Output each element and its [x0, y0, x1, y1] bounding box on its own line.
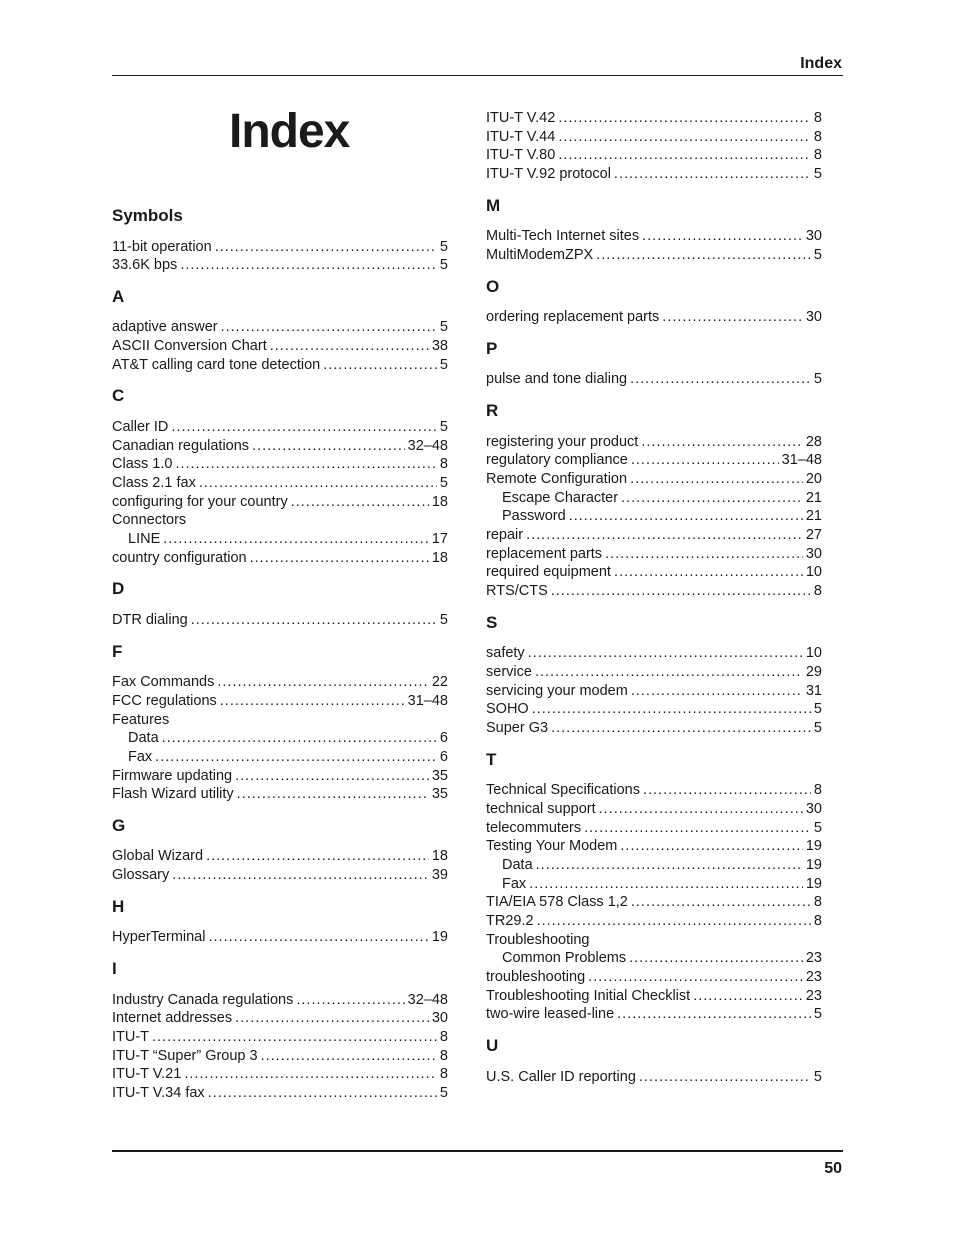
dot-leader [526, 526, 803, 545]
entry-term: 11-bit operation [112, 238, 212, 255]
entry-page-number: 5 [813, 371, 822, 388]
index-subentry [486, 856, 822, 875]
entry-page-number: 18 [431, 493, 448, 510]
entry-term: safety [486, 645, 525, 662]
entry-term: country configuration [112, 549, 247, 566]
entry-term: Flash Wizard utility [112, 786, 234, 803]
dot-leader [617, 1005, 811, 1024]
entry-term: Internet addresses [112, 1010, 233, 1027]
index-entry-list [486, 1068, 822, 1087]
entry-page-number: 5 [813, 1006, 822, 1023]
entry-page-number: 6 [439, 748, 448, 765]
index-entry [486, 451, 822, 470]
entry-term: Class 1.0 [112, 456, 173, 473]
index-entry [112, 1047, 448, 1066]
entry-page-number: 39 [431, 867, 448, 884]
entry-term: ITU-T V.44 [486, 128, 556, 145]
entry-term: two-wire leased-line [486, 1006, 615, 1023]
dot-leader [270, 337, 429, 356]
dot-leader [599, 800, 803, 819]
index-entry [112, 549, 448, 568]
index-entry [112, 711, 448, 730]
index-subentry [112, 729, 448, 748]
section-heading: M [486, 195, 501, 215]
dot-leader [584, 819, 811, 838]
index-entry-list [486, 433, 822, 601]
dot-leader [529, 875, 803, 894]
index-entry [112, 256, 448, 275]
index-entry-list [486, 227, 822, 264]
entry-term: LINE [128, 531, 161, 548]
index-entry [486, 719, 822, 738]
entry-term: U.S. Caller ID reporting [486, 1068, 636, 1085]
entry-page-number: 23 [805, 987, 822, 1004]
entry-term: service [486, 663, 532, 680]
entry-term: TIA/EIA 578 Class 1,2 [486, 894, 628, 911]
dot-leader [536, 856, 803, 875]
entry-term: servicing your modem [486, 682, 628, 699]
dot-leader [206, 847, 429, 866]
entry-page-number: 5 [439, 319, 448, 336]
section-heading: D [112, 579, 125, 599]
entry-page-number: 35 [431, 786, 448, 803]
index-entry [486, 1068, 822, 1087]
entry-page-number: 31 [805, 682, 822, 699]
index-entry [486, 987, 822, 1006]
entry-term: Password [502, 508, 566, 525]
entry-page-number: 30 [805, 309, 822, 326]
entry-term: HyperTerminal [112, 929, 206, 946]
entry-page-number: 5 [439, 611, 448, 628]
index-entry-list [486, 308, 822, 327]
index-entry-list [486, 781, 822, 1024]
dot-leader [621, 489, 803, 508]
entry-term: Data [502, 856, 533, 873]
entry-page-number: 5 [439, 1084, 448, 1101]
index-entry [112, 866, 448, 885]
entry-term: TR29.2 [486, 912, 534, 929]
dot-leader [588, 968, 803, 987]
entry-term: Remote Configuration [486, 470, 628, 487]
index-entry [486, 968, 822, 987]
index-entry [112, 511, 448, 530]
footer-rule [112, 1150, 843, 1152]
entry-term: ITU-T V.34 fax [112, 1084, 205, 1101]
entry-term: ITU-T V.92 protocol [486, 166, 611, 183]
index-entry [486, 109, 822, 128]
entry-term: pulse and tone dialing [486, 371, 628, 388]
index-entry [486, 819, 822, 838]
entry-term: ITU-T [112, 1028, 150, 1045]
index-subentry [486, 507, 822, 526]
entry-page-number: 19 [805, 838, 822, 855]
index-entry [486, 246, 822, 265]
dot-leader [163, 530, 429, 549]
index-entry-list [112, 418, 448, 568]
index-entry [112, 928, 448, 947]
entry-page-number: 21 [805, 489, 822, 506]
index-entry [486, 644, 822, 663]
index-subentry [486, 489, 822, 508]
dot-leader [614, 165, 811, 184]
index-entry [486, 1005, 822, 1024]
section-heading: O [486, 276, 500, 296]
entry-page-number: 31–48 [781, 452, 822, 469]
dot-leader [152, 1028, 437, 1047]
dot-leader [180, 256, 437, 275]
entry-term: ITU-T V.80 [486, 147, 556, 164]
index-entry [112, 418, 448, 437]
index-subentry [112, 530, 448, 549]
index-entry [112, 356, 448, 375]
index-entry [112, 1009, 448, 1028]
entry-page-number: 32–48 [407, 437, 448, 454]
entry-term: Fax [128, 748, 153, 765]
entry-page-number: 30 [805, 800, 822, 817]
entry-page-number: 18 [431, 549, 448, 566]
index-entry [486, 931, 822, 950]
section-heading: U [486, 1036, 499, 1056]
entry-page-number: 5 [813, 819, 822, 836]
dot-leader [693, 987, 803, 1006]
dot-leader [184, 1065, 437, 1084]
entry-page-number: 23 [805, 969, 822, 985]
section-heading: A [112, 286, 125, 306]
index-entry [486, 893, 822, 912]
entry-page-number: 5 [813, 1068, 822, 1085]
section-heading: Symbols [112, 206, 183, 225]
entry-page-number: 35 [431, 767, 448, 784]
entry-page-number: 19 [805, 875, 822, 892]
dot-leader [323, 356, 437, 375]
section-heading: S [486, 612, 498, 632]
entry-term: Caller ID [112, 418, 169, 435]
index-entry [112, 238, 448, 257]
index-entry [486, 582, 822, 601]
entry-page-number: 5 [813, 246, 822, 263]
entry-term: troubleshooting [486, 969, 586, 985]
dot-leader [620, 837, 802, 856]
entry-term: ordering replacement parts [486, 309, 660, 326]
entry-page-number: 8 [813, 110, 822, 126]
index-entry [112, 785, 448, 804]
dot-leader [558, 128, 811, 147]
dot-leader [296, 991, 404, 1010]
index-entry-list [112, 673, 448, 804]
entry-page-number: 5 [813, 166, 822, 183]
entry-term: Connectors [112, 512, 187, 529]
entry-term: Firmware updating [112, 767, 233, 784]
entry-page-number: 19 [431, 929, 448, 946]
index-entry-list [112, 991, 448, 1103]
dot-leader [235, 1009, 429, 1028]
dot-leader [162, 729, 437, 748]
entry-page-number: 5 [439, 356, 448, 373]
dot-leader [605, 545, 803, 564]
index-entry [112, 337, 448, 356]
dot-leader [171, 418, 437, 437]
entry-page-number: 8 [813, 147, 822, 164]
entry-page-number: 29 [805, 663, 822, 680]
dot-leader [631, 682, 803, 701]
section-heading: T [486, 749, 497, 769]
index-entry [486, 837, 822, 856]
entry-page-number: 17 [431, 531, 448, 548]
dot-leader [551, 719, 811, 738]
entry-term: RTS/CTS [486, 583, 548, 599]
entry-term: Fax [502, 875, 527, 892]
entry-page-number: 18 [431, 848, 448, 865]
dot-leader [237, 785, 429, 804]
entry-page-number: 30 [805, 545, 822, 562]
entry-page-number: 5 [439, 418, 448, 435]
entry-page-number: 30 [805, 228, 822, 245]
dot-leader [208, 1084, 437, 1103]
index-entry [486, 663, 822, 682]
index-entry [112, 673, 448, 692]
entry-term: adaptive answer [112, 319, 218, 336]
index-entry [112, 847, 448, 866]
index-entry [486, 433, 822, 452]
index-entry-list [486, 370, 822, 389]
dot-leader [528, 644, 803, 663]
dot-leader [250, 549, 429, 568]
index-column-left [112, 205, 448, 1114]
entry-page-number: 28 [805, 433, 822, 450]
index-entry [486, 800, 822, 819]
index-entry [486, 146, 822, 165]
index-entry [486, 563, 822, 582]
entry-page-number: 8 [813, 782, 822, 799]
entry-term: technical support [486, 800, 596, 817]
index-subentry [112, 748, 448, 767]
entry-term: ITU-T V.21 [112, 1066, 182, 1083]
section-heading: G [112, 815, 126, 835]
section-heading: F [112, 641, 123, 661]
index-entry-list [486, 644, 822, 737]
entry-page-number: 21 [805, 508, 822, 525]
entry-term: Technical Specifications [486, 782, 640, 799]
dot-leader [596, 246, 811, 265]
entry-term: SOHO [486, 701, 529, 718]
index-entry [112, 991, 448, 1010]
entry-page-number: 38 [431, 338, 448, 355]
entry-page-number: 10 [805, 564, 822, 581]
dot-leader [643, 781, 811, 800]
section-heading: P [486, 338, 498, 358]
dot-leader [208, 928, 428, 947]
index-entry [112, 437, 448, 456]
index-entry-list [112, 928, 448, 947]
index-entry [486, 545, 822, 564]
entry-term: repair [486, 526, 524, 543]
entry-page-number: 5 [439, 257, 448, 274]
index-entry [112, 455, 448, 474]
dot-leader [537, 912, 811, 931]
entry-page-number: 6 [439, 730, 448, 747]
section-heading: C [112, 386, 125, 406]
dot-leader [614, 563, 803, 582]
entry-page-number: 8 [813, 583, 822, 599]
section-heading: R [486, 401, 499, 420]
entry-term: AT&T calling card tone detection [112, 356, 321, 373]
index-entry [112, 1065, 448, 1084]
entry-page-number: 5 [439, 238, 448, 255]
dot-leader [261, 1047, 437, 1066]
entry-term: Common Problems [502, 950, 627, 967]
index-subentry [486, 875, 822, 894]
entry-term: Canadian regulations [112, 437, 250, 454]
index-entry [112, 493, 448, 512]
entry-page-number: 23 [805, 950, 822, 967]
index-entry [112, 611, 448, 630]
dot-leader [235, 767, 429, 786]
entry-page-number: 30 [431, 1010, 448, 1027]
page-title: Index [229, 105, 350, 158]
dot-leader [631, 451, 779, 470]
dot-leader [252, 437, 405, 456]
entry-term: Global Wizard [112, 848, 204, 865]
dot-leader [558, 109, 811, 128]
entry-term: 33.6K bps [112, 257, 178, 274]
section-heading: I [112, 959, 117, 978]
index-entry-list [112, 238, 448, 275]
entry-term: required equipment [486, 564, 611, 581]
index-column-right [486, 109, 822, 1097]
index-entry [486, 308, 822, 327]
index-entry [486, 470, 822, 489]
dot-leader [629, 949, 803, 968]
index-entry [486, 912, 822, 931]
dot-leader [172, 866, 429, 885]
entry-term: ASCII Conversion Chart [112, 338, 267, 355]
entry-page-number: 8 [813, 894, 822, 911]
page-number: 50 [824, 1160, 842, 1177]
index-entry [486, 700, 822, 719]
entry-term: Escape Character [502, 489, 619, 506]
dot-leader [631, 893, 811, 912]
entry-term: FCC regulations [112, 692, 217, 709]
entry-page-number: 27 [805, 526, 822, 543]
index-entry [486, 370, 822, 389]
dot-leader [532, 700, 811, 719]
dot-leader [641, 433, 803, 452]
entry-term: replacement parts [486, 545, 603, 562]
entry-page-number: 5 [813, 701, 822, 718]
dot-leader [291, 493, 429, 512]
header-rule [112, 75, 843, 76]
entry-page-number: 19 [805, 856, 822, 873]
entry-term: Testing Your Modem [486, 838, 618, 855]
index-entry [486, 781, 822, 800]
index-entry [486, 682, 822, 701]
index-entry-list [112, 847, 448, 884]
index-entry [112, 1084, 448, 1103]
entry-term: MultiModemZPX [486, 246, 594, 263]
index-entry [112, 1028, 448, 1047]
entry-term: ITU-T V.42 [486, 110, 556, 126]
entry-term: regulatory compliance [486, 452, 628, 469]
entry-page-number: 8 [813, 912, 822, 929]
index-entry [112, 474, 448, 493]
entry-page-number: 8 [439, 1047, 448, 1064]
entry-term: registering your product [486, 433, 639, 450]
index-entry-list [486, 109, 822, 184]
entry-page-number: 5 [813, 719, 822, 736]
entry-term: Multi-Tech Internet sites [486, 228, 640, 245]
index-entry [112, 318, 448, 337]
entry-page-number: 8 [439, 1066, 448, 1083]
dot-leader [569, 507, 803, 526]
entry-term: Fax Commands [112, 674, 215, 691]
entry-page-number: 20 [805, 470, 822, 487]
index-subentry [486, 949, 822, 968]
entry-term: telecommuters [486, 819, 582, 836]
dot-leader [551, 582, 811, 601]
index-entry [486, 526, 822, 545]
dot-leader [535, 663, 803, 682]
index-entry-list [112, 318, 448, 374]
entry-term: Troubleshooting Initial Checklist [486, 987, 691, 1004]
entry-term: Data [128, 730, 159, 747]
dot-leader [630, 470, 803, 489]
dot-leader [191, 611, 437, 630]
section-heading: H [112, 896, 125, 916]
index-entry [486, 128, 822, 147]
entry-page-number: 31–48 [407, 692, 448, 709]
dot-leader [642, 227, 803, 246]
dot-leader [558, 146, 811, 165]
entry-term: Class 2.1 fax [112, 475, 196, 491]
dot-leader [639, 1068, 811, 1087]
entry-term: Troubleshooting [486, 931, 590, 948]
dot-leader [217, 673, 429, 692]
dot-leader [220, 692, 405, 711]
dot-leader [155, 748, 437, 767]
entry-page-number: 32–48 [407, 991, 448, 1008]
index-entry [112, 692, 448, 711]
entry-page-number: 10 [805, 645, 822, 662]
entry-page-number: 8 [439, 456, 448, 473]
dot-leader [175, 455, 436, 474]
entry-page-number: 22 [431, 674, 448, 691]
entry-term: Industry Canada regulations [112, 991, 294, 1008]
index-entry [486, 227, 822, 246]
index-entry [486, 165, 822, 184]
entry-term: Features [112, 711, 170, 728]
entry-page-number: 8 [813, 128, 822, 145]
dot-leader [662, 308, 803, 327]
dot-leader [630, 370, 811, 389]
dot-leader [221, 318, 437, 337]
dot-leader [215, 238, 437, 257]
entry-term: ITU-T “Super” Group 3 [112, 1047, 258, 1064]
index-entry [112, 767, 448, 786]
entry-term: DTR dialing [112, 611, 188, 628]
entry-term: Glossary [112, 867, 170, 884]
entry-term: Super G3 [486, 719, 549, 736]
entry-page-number: 8 [439, 1028, 448, 1045]
entry-page-number: 5 [439, 475, 448, 491]
running-header: Index [800, 55, 842, 72]
entry-term: configuring for your country [112, 493, 288, 510]
index-entry-list [112, 611, 448, 630]
dot-leader [199, 474, 437, 493]
